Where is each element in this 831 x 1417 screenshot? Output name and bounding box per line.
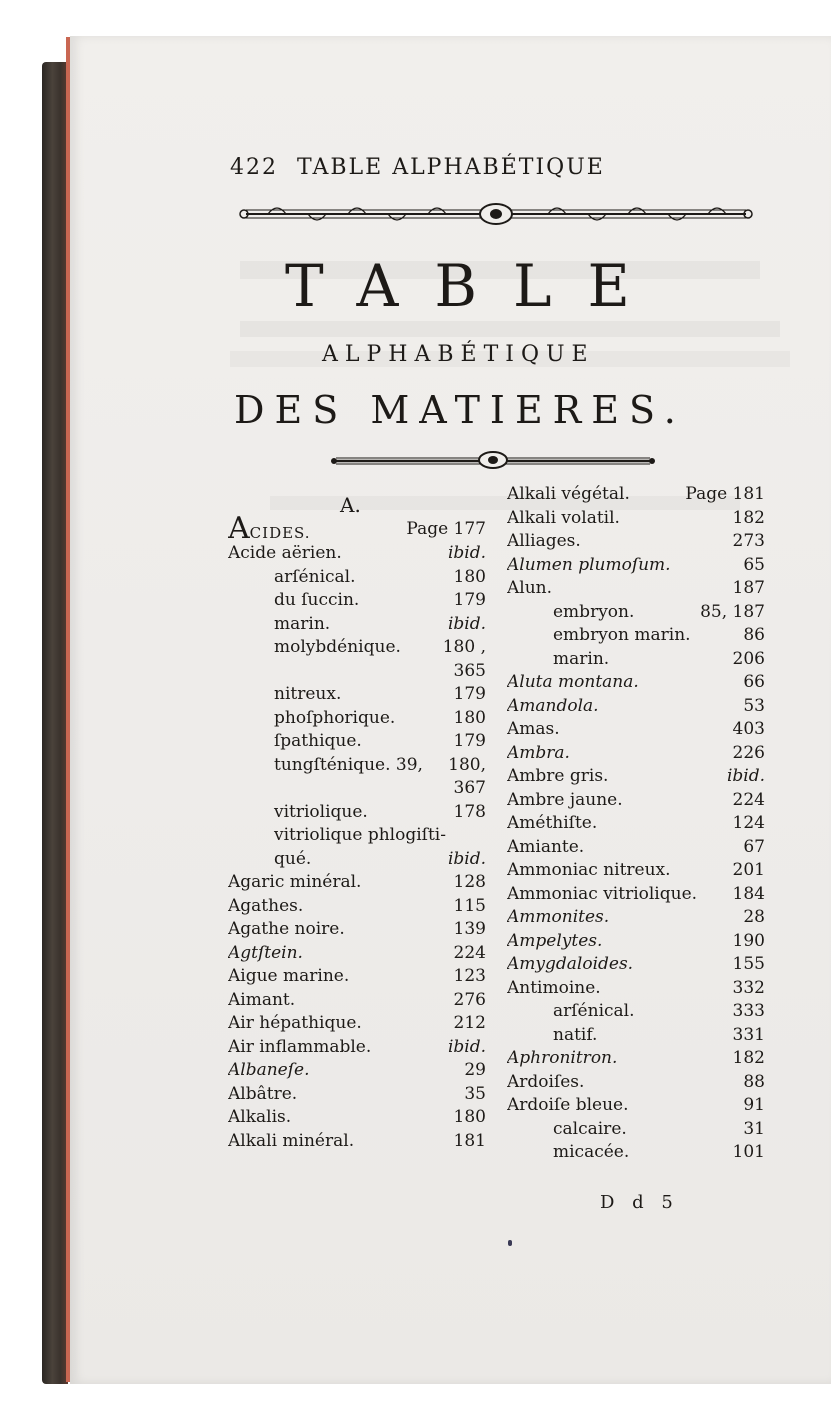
signature-mark: D d 5	[600, 1192, 679, 1213]
entry-label: Aluta montana.	[507, 672, 639, 692]
entry-label: Amiante.	[507, 836, 585, 857]
index-entry	[507, 1000, 765, 1024]
index-entry	[228, 1083, 486, 1107]
index-entry	[228, 660, 486, 684]
entry-label: Antimoine.	[507, 977, 601, 998]
entry-page	[480, 824, 486, 848]
entry-label: micacée.	[553, 1142, 630, 1162]
entry-label: Agathes.	[228, 895, 304, 916]
index-entry	[507, 1047, 765, 1071]
entry-page: 101	[732, 1142, 765, 1162]
index-entry	[507, 742, 765, 766]
entry-label: nitreux.	[274, 684, 342, 704]
entry-label: Ambre jaune.	[507, 789, 623, 810]
index-entry	[507, 1024, 765, 1048]
index-entry	[228, 848, 486, 872]
index-entry	[228, 1130, 486, 1154]
entry-label: Aigue marine.	[228, 966, 350, 986]
entry-label: marin.	[274, 613, 331, 634]
entry-page: 180	[453, 566, 486, 587]
index-entry	[228, 918, 486, 942]
entry-label: Air inflammable.	[228, 1036, 372, 1057]
entry-page: 201	[732, 860, 765, 880]
entry-label: arſénical.	[553, 1001, 635, 1021]
index-entry	[507, 648, 765, 672]
index-entry	[507, 718, 765, 742]
entry-page: 67	[743, 836, 765, 857]
entry-label: Alun.	[507, 578, 553, 598]
entry-page: 86	[743, 625, 765, 645]
entry-page: 331	[732, 1024, 765, 1045]
entry-label: Aimant.	[228, 989, 296, 1010]
index-entry	[507, 601, 765, 625]
index-entry	[507, 530, 765, 554]
entry-page: 66	[743, 672, 765, 692]
page-number: 422	[230, 155, 278, 180]
entry-page: 224	[732, 789, 765, 810]
entry-page: 226	[732, 742, 765, 763]
entry-label: Agtſtein.	[228, 942, 303, 963]
entry-page: 190	[732, 930, 765, 951]
entry-label: qué.	[274, 848, 312, 869]
index-entry	[228, 871, 486, 895]
entry-page: ibid.	[726, 766, 765, 786]
entry-page: 91	[743, 1095, 765, 1115]
entry-label: embryon marin.	[553, 625, 691, 645]
entry-page: 184	[732, 883, 765, 904]
entry-label: Alumen plumoſum.	[507, 554, 671, 575]
entry-page: 224	[453, 942, 486, 963]
entry-page: 28	[743, 907, 765, 927]
entry-page: 181	[453, 1130, 486, 1151]
index-entry	[228, 1106, 486, 1130]
entry-page: 124	[732, 813, 765, 833]
index-entry	[228, 683, 486, 707]
entry-page: 180	[453, 1107, 486, 1127]
entry-page: 29	[464, 1060, 486, 1080]
index-entry	[228, 707, 486, 731]
entry-page: ibid.	[447, 1036, 486, 1057]
entry-page: 123	[453, 966, 486, 986]
index-entry	[507, 554, 765, 578]
index-entry	[507, 507, 765, 531]
entry-label: Amandola.	[507, 695, 599, 716]
entry-page: ibid.	[447, 613, 486, 634]
index-entry	[507, 953, 765, 977]
entry-page: 53	[743, 695, 765, 716]
entry-page: 180 ,	[442, 637, 486, 657]
entry-label: natif.	[553, 1024, 598, 1045]
index-entry	[507, 577, 765, 601]
dropcap: A	[228, 512, 250, 542]
entry-page: 333	[732, 1001, 765, 1021]
entry-label: Ammoniac nitreux.	[507, 860, 671, 880]
index-entry	[228, 613, 486, 637]
entry-page: 367	[453, 778, 486, 798]
entry-label: phoſphorique.	[274, 707, 396, 728]
entry-label: Aphronitron.	[507, 1048, 618, 1068]
entry-page: 155	[732, 954, 765, 974]
title-table: TABLE	[285, 252, 666, 320]
entry-label: embryon.	[553, 601, 635, 622]
ink-speck	[508, 1240, 512, 1246]
running-title: TABLE ALPHABÉTIQUE	[297, 155, 605, 180]
index-entry	[228, 636, 486, 660]
entry-label: Ammonites.	[507, 907, 610, 927]
index-entry	[228, 1036, 486, 1060]
index-entry	[507, 789, 765, 813]
entry-label: Alkalis.	[228, 1107, 292, 1127]
index-entry	[507, 930, 765, 954]
entry-label: Ambre gris.	[507, 766, 609, 786]
index-entry	[228, 730, 486, 754]
entry-page: 212	[453, 1013, 486, 1033]
entry-label: du ſuccin.	[274, 590, 360, 610]
index-entry	[228, 965, 486, 989]
entry-page: 139	[453, 919, 486, 939]
header-ornament	[238, 202, 754, 226]
entry-label: Améthiſte.	[507, 813, 598, 833]
entry-page: 35	[464, 1083, 486, 1104]
entry-label: Agathe noire.	[228, 919, 345, 939]
entry-page: 180,	[448, 754, 486, 775]
index-entry	[507, 483, 765, 507]
entry-page: 179	[453, 684, 486, 704]
entry-label: arſénical.	[274, 566, 356, 587]
index-entry-acides	[228, 512, 486, 542]
entry-page: 206	[732, 648, 765, 669]
entry-label: Agaric minéral.	[228, 872, 362, 892]
entry-page: Page 181	[685, 484, 765, 504]
section-letter: A.	[340, 493, 361, 517]
index-entry	[228, 566, 486, 590]
entry-page: 88	[743, 1071, 765, 1092]
entry-label: Ammoniac vitriolique.	[507, 883, 698, 904]
index-entry	[507, 1141, 765, 1165]
title-ornament	[330, 450, 656, 470]
entry-page: 115	[453, 895, 486, 916]
index-entry	[507, 836, 765, 860]
entry-page: 403	[732, 719, 765, 739]
title-alphabetique: ALPHABÉTIQUE	[322, 342, 595, 367]
entry-label: Ardoiſes.	[507, 1071, 585, 1092]
index-entry	[507, 1118, 765, 1142]
entry-label: Amygdaloides.	[507, 954, 634, 974]
entry-page: 179	[453, 731, 486, 751]
index-entry	[228, 801, 486, 825]
index-entry	[228, 589, 486, 613]
entry-label: marin.	[553, 648, 610, 669]
entry-label: CIDES.	[249, 524, 311, 542]
index-entry	[228, 1059, 486, 1083]
entry-page: ibid.	[447, 543, 486, 563]
entry-page: 365	[453, 660, 486, 681]
index-entry	[507, 859, 765, 883]
entry-page: 332	[732, 977, 765, 998]
index-entry	[228, 542, 486, 566]
entry-page: 182	[732, 1048, 765, 1068]
index-entry	[228, 989, 486, 1013]
index-entry	[507, 624, 765, 648]
index-entry	[507, 812, 765, 836]
entry-label: calcaire.	[553, 1118, 627, 1139]
entry-page: 85, 187	[700, 601, 765, 622]
entry-page: 182	[732, 507, 765, 528]
entry-page: 128	[453, 872, 486, 892]
entry-page: 65	[743, 554, 765, 575]
entry-label: Albâtre.	[228, 1083, 298, 1104]
entry-label: Alliages.	[507, 531, 581, 551]
entry-label: vitriolique.	[274, 801, 368, 822]
entry-label: Acide aërien.	[228, 543, 342, 563]
entry-page: 180	[453, 707, 486, 728]
entry-page: 178	[453, 801, 486, 822]
index-entry	[507, 906, 765, 930]
entry-label: Ardoiſe bleue.	[507, 1095, 629, 1115]
entry-page: 276	[453, 989, 486, 1010]
entry-page: 179	[453, 590, 486, 610]
index-entry	[507, 883, 765, 907]
index-entry	[228, 777, 486, 801]
title-des-matieres: DES MATIERES.	[234, 388, 686, 432]
entry-label: Alkali végétal.	[507, 484, 630, 504]
entry-label: Air hépathique.	[228, 1013, 362, 1033]
entry-label: Alkali minéral.	[228, 1130, 355, 1151]
entry-label	[228, 777, 274, 801]
index-column-left	[228, 512, 486, 1153]
entry-label: Amas.	[507, 719, 560, 739]
entry-label: Albaneſe.	[228, 1060, 310, 1080]
entry-label: molybdénique.	[274, 637, 401, 657]
index-entry	[228, 754, 486, 778]
index-entry	[507, 977, 765, 1001]
entry-label: Ampelytes.	[507, 930, 603, 951]
index-entry	[507, 765, 765, 789]
entry-page: 187	[732, 578, 765, 598]
index-column-right	[507, 483, 765, 1165]
entry-label: ſpathique.	[274, 731, 362, 751]
index-entry	[228, 895, 486, 919]
entry-label: tungſténique. 39,	[274, 754, 423, 775]
index-entry	[507, 695, 765, 719]
index-entry	[507, 1071, 765, 1095]
entry-label: Alkali volatil.	[507, 507, 620, 528]
index-entry	[228, 942, 486, 966]
book-spine	[42, 62, 68, 1384]
entry-label: Ambra.	[507, 742, 570, 763]
index-entry	[228, 1012, 486, 1036]
index-entry	[507, 1094, 765, 1118]
entry-page: 273	[732, 531, 765, 551]
index-entry	[228, 824, 486, 848]
entry-label	[228, 660, 274, 684]
running-head	[230, 155, 700, 180]
entry-page: Page 177	[406, 519, 486, 539]
entry-label: vitriolique phlogiſti-	[274, 825, 446, 845]
index-entry	[507, 671, 765, 695]
entry-page: 31	[743, 1118, 765, 1139]
entry-page: ibid.	[447, 848, 486, 869]
